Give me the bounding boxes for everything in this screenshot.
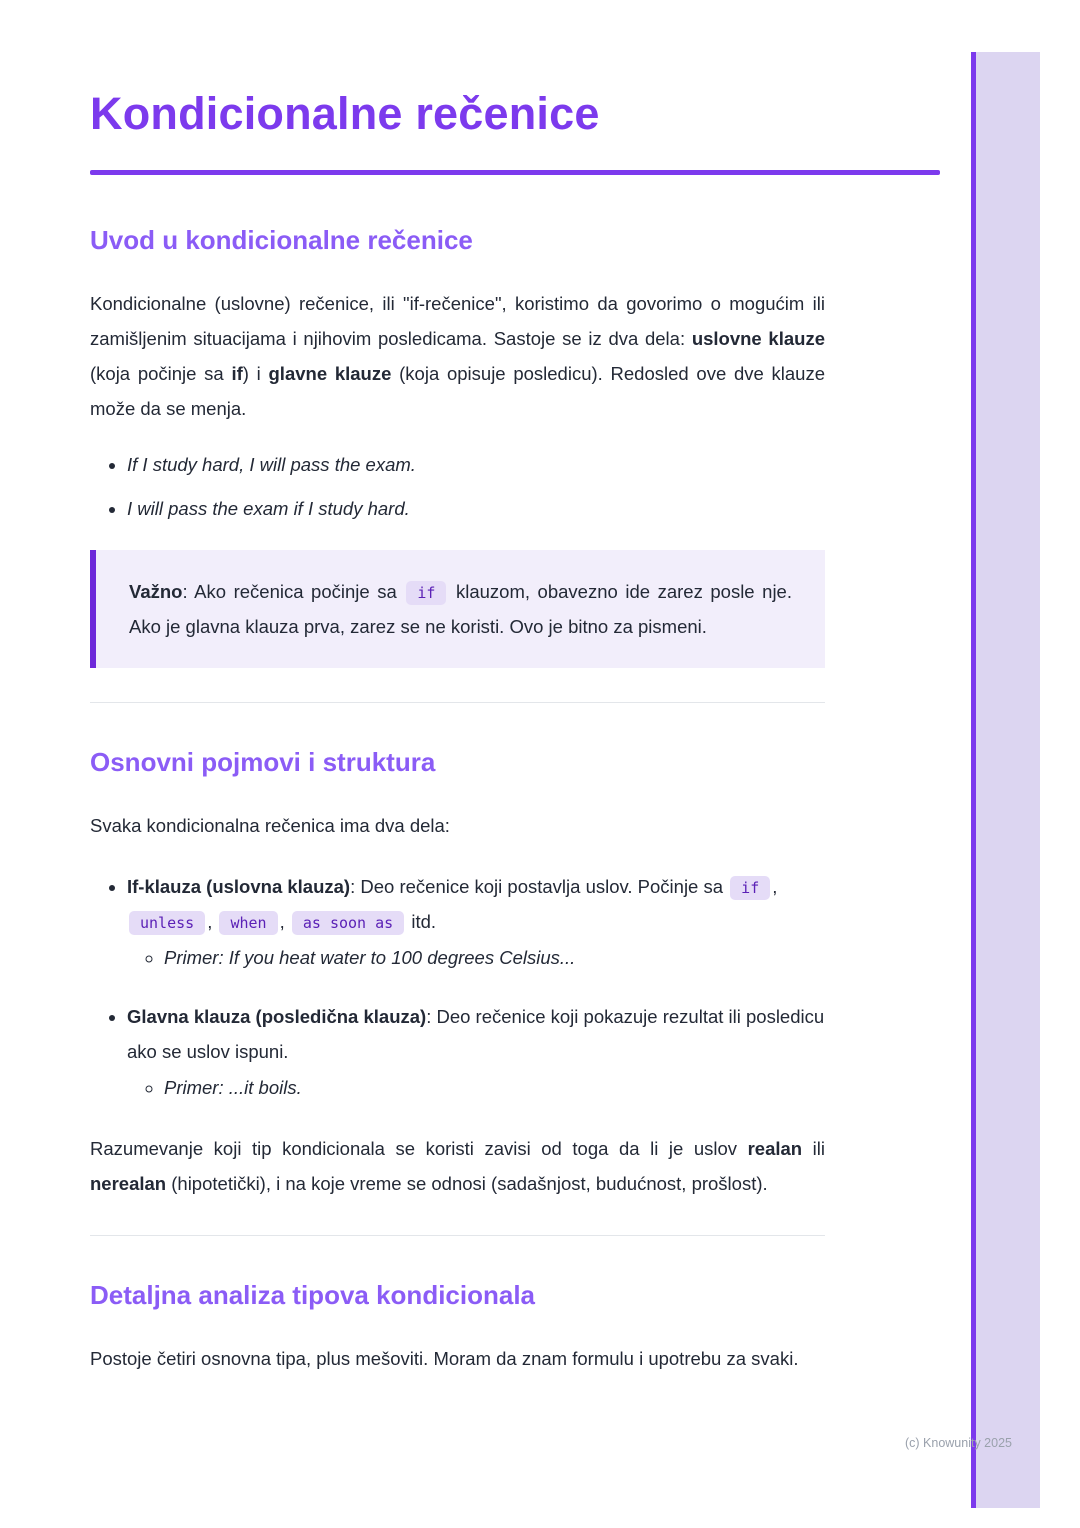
concept-item-if-clause xyxy=(127,869,827,971)
section-divider xyxy=(90,702,825,703)
concepts-lead: Svaka kondicionalna rečenica ima dva dela: xyxy=(90,814,450,836)
text-segment: , xyxy=(772,875,778,897)
intro-paragraph xyxy=(90,286,825,426)
title-divider xyxy=(90,170,940,175)
document-content xyxy=(90,88,940,1402)
code-chip-as-soon-as: as soon as xyxy=(292,911,404,935)
text-segment: Kondicionalne (uslovne) rečenice, ili "if-rečenice", koristimo da govorimo o mogućim ili zamišljenim situacijama i njihovim posledicama. Sastoje se iz dva dela: xyxy=(90,292,825,349)
section-heading-concepts: Osnovni pojmovi i struktura xyxy=(90,746,436,777)
code-chip-if: if xyxy=(730,876,770,900)
bold-term: Glavna klauza (posledična klauza) xyxy=(127,1005,427,1027)
text-segment: (koja opisuje posledicu). Redosled ove dve klauze može da se menja. xyxy=(90,362,825,419)
section-divider xyxy=(90,1235,825,1236)
bold-term: uslovne klauze xyxy=(691,327,825,349)
bold-term: If-klauza (uslovna klauza) xyxy=(127,875,351,897)
callout-text xyxy=(129,574,792,644)
concept-item-main-clause xyxy=(127,999,827,1101)
bold-term: nerealan xyxy=(90,1172,167,1194)
concepts-list xyxy=(90,869,827,1101)
bold-term: realan xyxy=(747,1137,803,1159)
sub-example: ◦ Primer: ...it boils. xyxy=(164,1075,827,1101)
text-segment: (koja počinje sa xyxy=(90,362,232,384)
scrollbar-track[interactable] xyxy=(976,52,1040,1508)
examples-list xyxy=(90,452,827,522)
footer-copyright: (c) Knowunity 2025 xyxy=(904,1436,1012,1450)
text-segment: ) i xyxy=(242,362,269,384)
example-item: • If I study hard, I will pass the exam. xyxy=(127,452,827,478)
realan-nerealan-paragraph xyxy=(90,1131,825,1201)
text-segment: klauzom, obavezno ide zarez posle nje. Ako je glavna klauza prva, zarez se ne koristi. Ovo je bitno za pismeni. xyxy=(129,580,792,637)
text-segment: Razumevanje koji tip kondicionala se koristi zavisi od toga da li je uslov xyxy=(90,1137,748,1159)
sub-example: ◦ Primer: If you heat water to 100 degrees Celsius... xyxy=(164,945,827,971)
text-segment: , xyxy=(279,910,290,932)
example-item: • I will pass the exam if I study hard. xyxy=(127,496,827,522)
text-segment: : Deo rečenice koji postavlja uslov. Počinje sa xyxy=(350,875,729,897)
analysis-paragraph: Postoje četiri osnovna tipa, plus mešoviti. Moram da znam formulu i upotrebu za svaki. xyxy=(90,1347,799,1369)
page-title: Kondicionalne rečenice xyxy=(90,88,600,139)
text-segment: itd. xyxy=(406,910,437,932)
sub-example-list xyxy=(127,1075,827,1101)
code-chip-unless: unless xyxy=(129,911,205,935)
text-segment: : Ako rečenica počinje sa xyxy=(182,580,405,602)
section-heading-intro: Uvod u kondicionalne rečenice xyxy=(90,224,473,255)
text-segment: : Deo rečenice koji pokazuje rezultat ili posledicu ako se uslov ispuni. xyxy=(127,1005,825,1062)
text-segment: , xyxy=(207,910,218,932)
important-callout xyxy=(90,550,825,668)
bold-term: glavne klauze xyxy=(268,362,392,384)
bold-term: if xyxy=(231,362,243,384)
code-chip-when: when xyxy=(219,911,277,935)
code-chip-if: if xyxy=(406,581,446,605)
text-segment: ili xyxy=(802,1137,825,1159)
sub-example-list xyxy=(127,945,827,971)
callout-label: Važno xyxy=(129,580,183,602)
text-segment: (hipotetički), i na koje vreme se odnosi (sadašnjost, budućnost, prošlost). xyxy=(166,1172,768,1194)
section-heading-analysis: Detaljna analiza tipova kondicionala xyxy=(90,1279,536,1310)
